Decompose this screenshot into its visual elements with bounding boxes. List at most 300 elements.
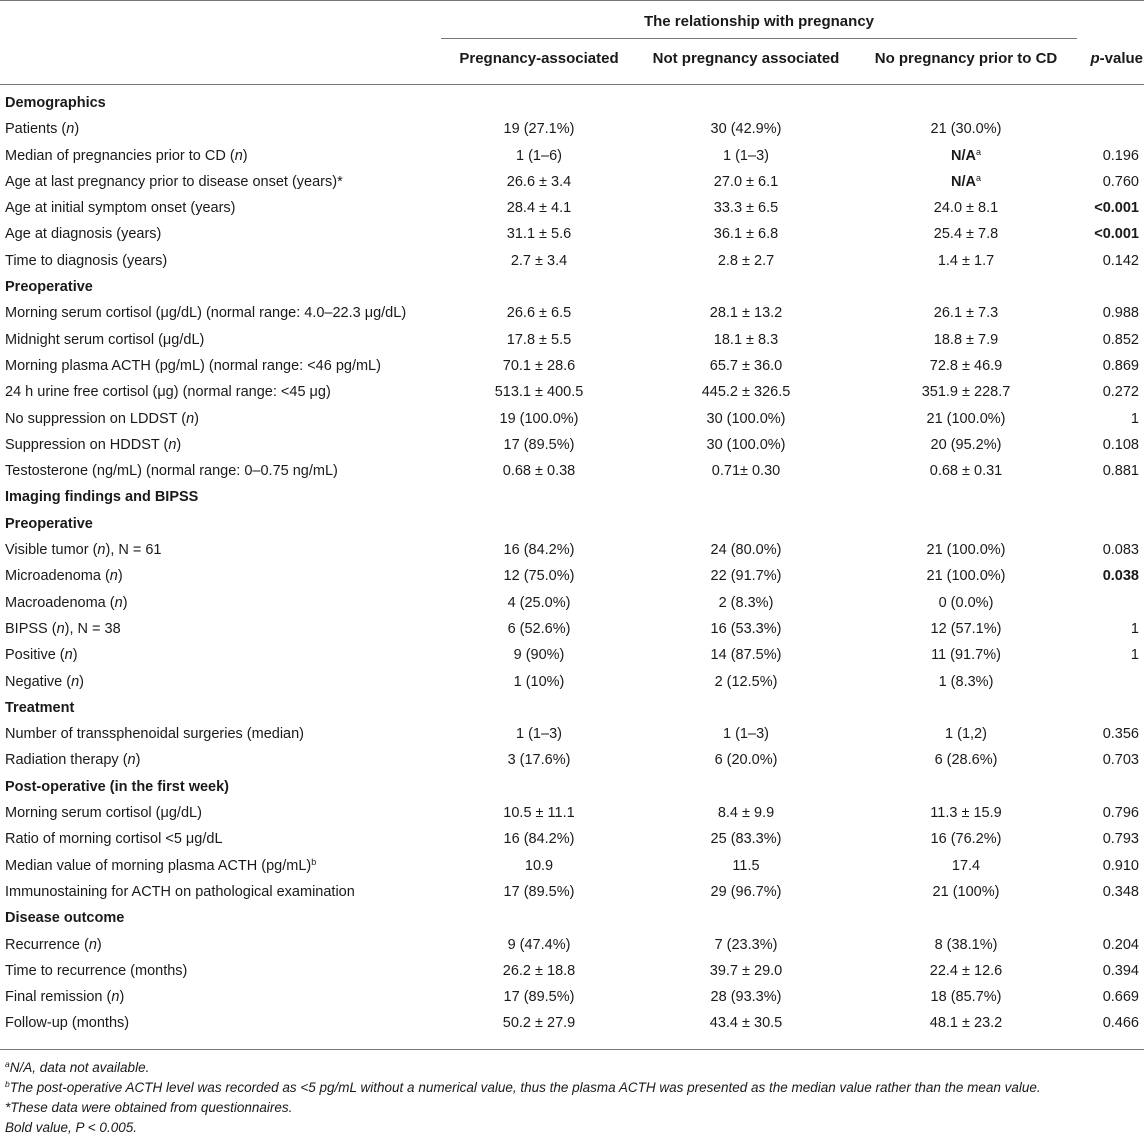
value-not-pregnancy-associated: [637, 721, 855, 747]
cell-text: 21 (100.0%): [926, 410, 1006, 427]
value-pregnancy-associated: [441, 300, 637, 326]
section-label: Disease outcome: [5, 910, 125, 927]
value-not-pregnancy-associated: [637, 563, 855, 589]
row-label-text: Age at initial symptom onset (years): [5, 200, 236, 217]
cell-text: 18.1 ± 8.3: [713, 331, 779, 348]
row-label: Patients (n): [5, 121, 80, 138]
cell-text: 39.7 ± 29.0: [709, 962, 783, 979]
row-label-text: Testosterone (ng/mL) (normal range: 0–0.75 ng/mL): [5, 463, 338, 480]
cell-text: 19 (27.1%): [503, 121, 575, 138]
cell-text: 19 (100.0%): [499, 410, 579, 427]
column-header-not-pregnancy-associated: Not pregnancy associated: [652, 50, 840, 67]
row-label: [5, 327, 204, 353]
cell-text: 26.6 ± 6.5: [506, 305, 572, 322]
cell-text: 10.9: [524, 857, 554, 874]
table-row: [0, 327, 1147, 353]
value-not-pregnancy-associated: [637, 353, 855, 379]
cell-text: 26.2 ± 18.8: [502, 962, 576, 979]
cell-text: 9 (90%): [513, 647, 565, 664]
row-label-italic: n: [66, 121, 75, 138]
value-no-pregnancy: [855, 669, 1077, 695]
row-label-tail: ): [194, 410, 199, 427]
cell-text: 17 (89.5%): [503, 436, 575, 453]
row-label-italic: n: [64, 647, 73, 664]
value-pregnancy-associated: [441, 932, 637, 958]
value-p: <0.001: [1094, 200, 1139, 217]
cell-text: 0.68 ± 0.38: [502, 463, 576, 480]
section-heading: [0, 274, 1147, 300]
row-label: Microadenoma (n): [5, 568, 123, 585]
row-label: [5, 458, 338, 484]
table-row: [0, 853, 1147, 879]
value-pregnancy-associated: [441, 1010, 637, 1036]
cell-text: 0.68 ± 0.31: [929, 463, 1003, 480]
value-no-pregnancy: [855, 353, 1077, 379]
p-value-italic: p: [1090, 50, 1100, 67]
section-label: Preoperative: [5, 279, 93, 296]
row-label-text: Time to recurrence (months): [5, 962, 188, 979]
row-label: [5, 221, 161, 247]
value-not-pregnancy-associated: [637, 458, 855, 484]
value-not-pregnancy-associated: [637, 143, 855, 169]
row-label-text: Immunostaining for ACTH on pathological examination: [5, 883, 355, 900]
value-no-pregnancy: [855, 853, 1077, 879]
value-no-pregnancy: [855, 590, 1077, 616]
row-label-italic: n: [71, 673, 80, 690]
row-label-tail: ): [242, 147, 248, 164]
value-pregnancy-associated: [441, 721, 637, 747]
value-pregnancy-associated: [441, 879, 637, 905]
value-no-pregnancy: [855, 221, 1077, 247]
value-not-pregnancy-associated: [637, 195, 855, 221]
value-not-pregnancy-associated: [637, 669, 855, 695]
footnote-marker: b: [5, 1079, 10, 1089]
row-label: [5, 300, 406, 326]
cell-text: 28.1 ± 13.2: [709, 305, 783, 322]
group-header: The relationship with pregnancy: [643, 13, 875, 30]
value-no-pregnancy: [855, 826, 1077, 852]
value-not-pregnancy-associated: [637, 853, 855, 879]
row-label-italic: n: [234, 147, 243, 164]
value-not-pregnancy-associated: [637, 169, 855, 195]
value-pregnancy-associated: [441, 379, 637, 405]
row-label: [5, 721, 304, 747]
table-row: [0, 747, 1147, 773]
value-not-pregnancy-associated: [637, 432, 855, 458]
table-row: [0, 721, 1147, 747]
cell-text: 26.6 ± 3.4: [506, 173, 572, 190]
row-label-italic: n: [56, 620, 65, 637]
row-label-italic: n: [127, 752, 136, 769]
table-row: [0, 353, 1147, 379]
header-rule: [0, 84, 1144, 85]
table-row: [0, 826, 1147, 852]
value-not-pregnancy-associated: [637, 300, 855, 326]
value-p: 0.466: [1102, 1015, 1139, 1032]
value-not-pregnancy-associated: [637, 590, 855, 616]
cell-text: 9 (47.4%): [507, 936, 571, 953]
table-row: [0, 116, 1147, 142]
value-pregnancy-associated: [441, 590, 637, 616]
cell-text: 16 (76.2%): [930, 831, 1002, 848]
value-p: 1: [1130, 410, 1139, 427]
cell-text: 21 (100%): [932, 883, 1000, 900]
cell-text: 21 (30.0%): [930, 121, 1002, 138]
table-row: [0, 590, 1147, 616]
row-label-text: Morning serum cortisol (μg/dL): [5, 805, 202, 822]
row-label: [5, 195, 235, 221]
column-header-no-pregnancy: No pregnancy prior to CD: [874, 50, 1058, 67]
value-no-pregnancy: [855, 958, 1077, 984]
footnote: [5, 1098, 1135, 1118]
value-pregnancy-associated: [441, 432, 637, 458]
value-pregnancy-associated: [441, 221, 637, 247]
cell-text: 31.1 ± 5.6: [506, 226, 572, 243]
table-body: [0, 90, 1147, 1037]
cell-text: 1.4 ± 1.7: [937, 252, 995, 269]
row-label-text: Radiation therapy: [5, 752, 119, 769]
row-label: Visible tumor (n), N = 61: [5, 542, 162, 559]
value-not-pregnancy-associated: [637, 879, 855, 905]
cell-text: 30 (100.0%): [706, 410, 786, 427]
cell-text: 36.1 ± 6.8: [713, 226, 779, 243]
row-label-text: Suppression on HDDST: [5, 436, 160, 453]
value-not-pregnancy-associated: [637, 826, 855, 852]
value-p: 0.204: [1102, 936, 1139, 953]
group-header-rule: [441, 38, 1077, 39]
row-label-tail: ): [117, 568, 123, 585]
row-label: [5, 353, 381, 379]
cell-text: 14 (87.5%): [710, 647, 782, 664]
value-pregnancy-associated: [441, 800, 637, 826]
cell-text: 445.2 ± 326.5: [701, 384, 791, 401]
cell-text: 2.7 ± 3.4: [510, 252, 568, 269]
row-label-text: 24 h urine free cortisol (μg) (normal range: <45 μg): [5, 384, 331, 401]
cell-text: 65.7 ± 36.0: [709, 357, 783, 374]
footnote-marker: b: [311, 856, 317, 867]
value-pregnancy-associated: [441, 116, 637, 142]
row-label-text: Ratio of morning cortisol <5 μg/dL: [5, 831, 223, 848]
value-pregnancy-associated: [441, 537, 637, 563]
value-p: 0.910: [1102, 857, 1139, 874]
value-p: 0.669: [1102, 989, 1139, 1006]
cell-text: 24 (80.0%): [710, 542, 782, 559]
row-label-italic: n: [114, 594, 123, 611]
value-pregnancy-associated: [441, 958, 637, 984]
value-not-pregnancy-associated: [637, 616, 855, 642]
row-label-tail: ): [79, 673, 85, 690]
section-label: Treatment: [5, 699, 75, 716]
row-label: BIPSS (n), N = 38: [5, 620, 121, 637]
cell-text: 28 (93.3%): [710, 989, 782, 1006]
value-p: 0.038: [1102, 568, 1139, 585]
cell-text: 16 (84.2%): [503, 542, 575, 559]
cell-text: 1 (1–3): [723, 726, 769, 743]
cell-text: 4 (25.0%): [507, 594, 571, 611]
cell-text: 6 (28.6%): [934, 752, 998, 769]
cell-text: 29 (96.7%): [710, 883, 782, 900]
table-row: [0, 406, 1147, 432]
value-no-pregnancy: [855, 143, 1077, 169]
cell-text: 1 (1–3): [723, 147, 769, 164]
value-p: 0.142: [1102, 252, 1139, 269]
value-p: 0.869: [1102, 357, 1139, 374]
value-pregnancy-associated: [441, 853, 637, 879]
value-no-pregnancy: [855, 563, 1077, 589]
value-not-pregnancy-associated: [637, 958, 855, 984]
row-label-tail: ): [135, 752, 141, 769]
value-no-pregnancy: [855, 932, 1077, 958]
row-label-text: Microadenoma: [5, 568, 101, 585]
value-p: 0.760: [1102, 173, 1139, 190]
row-label: Median of pregnancies prior to CD (n): [5, 147, 248, 164]
value-no-pregnancy: [855, 721, 1077, 747]
row-label-text: Morning serum cortisol (μg/dL) (normal range: 4.0–22.3 μg/dL): [5, 305, 407, 322]
section-heading: [0, 511, 1147, 537]
cell-text: 50.2 ± 27.9: [502, 1015, 576, 1032]
row-label: [5, 958, 187, 984]
row-label: Final remission (n): [5, 989, 125, 1006]
value-p: 0.793: [1102, 831, 1139, 848]
row-label-text: Final remission: [5, 989, 103, 1006]
table-row: [0, 642, 1147, 668]
cell-text: 24.0 ± 8.1: [933, 200, 999, 217]
value-pregnancy-associated: [441, 143, 637, 169]
row-label: [5, 1010, 129, 1036]
value-no-pregnancy: [855, 747, 1077, 773]
value-not-pregnancy-associated: [637, 642, 855, 668]
table-row: [0, 669, 1147, 695]
row-label-text: Median value of morning plasma ACTH (pg/mL): [5, 857, 312, 874]
cell-text: 25 (83.3%): [710, 831, 782, 848]
row-label: Negative (n): [5, 673, 85, 690]
column-header-p-value: [1090, 48, 1143, 70]
cell-text: 11.3 ± 15.9: [930, 805, 1002, 822]
row-label: [5, 379, 331, 405]
value-no-pregnancy: [855, 195, 1077, 221]
value-pregnancy-associated: [441, 563, 637, 589]
cell-text: 11.5: [732, 857, 760, 874]
section-label: Demographics: [5, 95, 106, 111]
cell-text: 2 (8.3%): [718, 594, 774, 611]
cell-text: 17 (89.5%): [503, 883, 575, 900]
cell-text: 21 (100.0%): [926, 542, 1006, 559]
value-p: 0.108: [1102, 436, 1139, 453]
value-not-pregnancy-associated: [637, 116, 855, 142]
row-label-italic: n: [97, 542, 106, 559]
row-label: Radiation therapy (n): [5, 752, 141, 769]
top-rule: [0, 0, 1144, 1]
value-p: 1: [1130, 620, 1139, 637]
row-label: Positive (n): [5, 647, 78, 664]
section-heading: [0, 695, 1147, 721]
cell-text: 351.9 ± 228.7: [921, 384, 1011, 401]
footnote-text: *These data were obtained from questionnaires.: [5, 1100, 293, 1115]
row-label-tail: ), N = 38: [64, 620, 121, 637]
cell-text: 6 (52.6%): [507, 620, 571, 637]
cell-text: 7 (23.3%): [714, 936, 778, 953]
row-label: No suppression on LDDST (n): [5, 410, 199, 427]
row-label-italic: n: [88, 936, 97, 953]
cell-text: 25.4 ± 7.8: [933, 226, 999, 243]
value-not-pregnancy-associated: [637, 221, 855, 247]
value-p: 0.083: [1102, 542, 1139, 559]
row-label-text: Morning plasma ACTH (pg/mL) (normal range: <46 pg/mL): [5, 357, 381, 374]
value-no-pregnancy: [855, 458, 1077, 484]
value-pregnancy-associated: [441, 826, 637, 852]
value-p: 0.988: [1102, 305, 1139, 322]
row-label-italic: n: [186, 410, 195, 427]
value-pregnancy-associated: [441, 406, 637, 432]
value-pregnancy-associated: [441, 747, 637, 773]
row-label-text: Time to diagnosis (years): [5, 252, 168, 269]
footnote-marker: a: [975, 146, 981, 157]
row-label-text: Negative: [5, 673, 63, 690]
footnote-text: Bold value, P < 0.005.: [5, 1120, 137, 1135]
row-label: [5, 879, 355, 905]
row-label-tail: ), N = 61: [105, 542, 162, 559]
value-p: 0.394: [1102, 962, 1139, 979]
cell-text: 1 (10%): [513, 673, 565, 690]
row-label: Recurrence (n): [5, 936, 102, 953]
table-row: [0, 616, 1147, 642]
cell-text: 70.1 ± 28.6: [502, 357, 576, 374]
value-p: 0.356: [1102, 726, 1139, 743]
cell-text: 8 (38.1%): [934, 936, 998, 953]
cell-text: 2 (12.5%): [714, 673, 778, 690]
cell-text: 1 (1–6): [516, 147, 562, 164]
row-label-text: No suppression on LDDST: [5, 410, 178, 427]
value-not-pregnancy-associated: [637, 537, 855, 563]
table-row: [0, 458, 1147, 484]
cell-text: 30 (100.0%): [706, 436, 786, 453]
row-label: [5, 169, 343, 195]
cell-text: 513.1 ± 400.5: [494, 384, 584, 401]
value-not-pregnancy-associated: [637, 932, 855, 958]
value-p: 0.796: [1102, 805, 1139, 822]
value-pregnancy-associated: [441, 353, 637, 379]
cell-text: 10.5 ± 11.1: [503, 805, 575, 822]
footnote: [5, 1078, 1135, 1098]
row-label-text: Median of pregnancies prior to CD: [5, 147, 226, 164]
value-no-pregnancy: [855, 406, 1077, 432]
row-label-tail: ): [119, 989, 125, 1006]
cell-text: 17.8 ± 5.5: [506, 331, 572, 348]
row-label-text: Midnight serum cortisol (μg/dL): [5, 331, 205, 348]
column-header-pregnancy-associated: Pregnancy-associated: [459, 50, 619, 67]
row-label-italic: n: [168, 436, 177, 453]
value-not-pregnancy-associated: [637, 800, 855, 826]
value-not-pregnancy-associated: [637, 327, 855, 353]
row-label-tail: ): [96, 936, 102, 953]
value-pregnancy-associated: [441, 195, 637, 221]
cell-text: 33.3 ± 6.5: [713, 200, 779, 217]
value-not-pregnancy-associated: [637, 1010, 855, 1036]
value-not-pregnancy-associated: [637, 747, 855, 773]
row-label-tail: ): [176, 436, 182, 453]
value-pregnancy-associated: [441, 642, 637, 668]
table-row: [0, 300, 1147, 326]
table-row: [0, 879, 1147, 905]
cell-text: 3 (17.6%): [507, 752, 571, 769]
table-row: [0, 958, 1147, 984]
value-no-pregnancy: [855, 248, 1077, 274]
footnotes: [5, 1058, 1135, 1138]
table-row: [0, 248, 1147, 274]
footnote-text: N/A, data not available.: [9, 1060, 150, 1075]
value-pregnancy-associated: [441, 169, 637, 195]
table-row: [0, 143, 1147, 169]
table-row: [0, 537, 1147, 563]
cell-text: 16 (53.3%): [710, 620, 782, 637]
cell-text: 18 (85.7%): [930, 989, 1002, 1006]
value-pregnancy-associated: [441, 327, 637, 353]
value-not-pregnancy-associated: [637, 406, 855, 432]
value-no-pregnancy: [855, 327, 1077, 353]
table-row: [0, 1010, 1147, 1036]
section-label: Imaging findings and BIPSS: [5, 489, 199, 506]
value-p: 0.703: [1102, 752, 1139, 769]
cell-text: 72.8 ± 46.9: [929, 357, 1003, 374]
row-label-text: Visible tumor: [5, 542, 89, 559]
cell-text: 1 (1–3): [516, 726, 562, 743]
cell-text: 20 (95.2%): [930, 436, 1002, 453]
cell-text: 22.4 ± 12.6: [929, 962, 1003, 979]
row-label: Macroadenoma (n): [5, 594, 128, 611]
cell-text: 6 (20.0%): [714, 752, 778, 769]
section-label: Post-operative (in the first week): [5, 778, 229, 795]
row-label-text: Patients: [5, 121, 58, 138]
row-label: Suppression on HDDST (n): [5, 436, 182, 453]
cell-text: 28.4 ± 4.1: [506, 200, 572, 217]
cell-text: 26.1 ± 7.3: [933, 305, 999, 322]
cell-text: 8.4 ± 9.9: [717, 805, 775, 822]
cell-text: 43.4 ± 30.5: [709, 1015, 783, 1032]
row-label-text: Age at diagnosis (years): [5, 226, 162, 243]
footnote-marker: a: [975, 172, 981, 183]
row-label: [5, 800, 202, 826]
section-label: Preoperative: [5, 515, 93, 532]
table-row: [0, 169, 1147, 195]
value-no-pregnancy: [855, 432, 1077, 458]
section-heading: [0, 905, 1147, 931]
value-no-pregnancy: [855, 642, 1077, 668]
table-row: [0, 984, 1147, 1010]
value-pregnancy-associated: [441, 984, 637, 1010]
row-label-italic: n: [111, 989, 120, 1006]
value-pregnancy-associated: [441, 669, 637, 695]
value-no-pregnancy: [855, 379, 1077, 405]
cell-text: 1 (8.3%): [938, 673, 994, 690]
footnote: [5, 1118, 1135, 1138]
cell-text: 12 (57.1%): [930, 620, 1002, 637]
cell-text: 30 (42.9%): [710, 121, 782, 138]
value-no-pregnancy: [855, 616, 1077, 642]
row-label: [5, 248, 167, 274]
cell-text: N/A: [951, 173, 976, 190]
value-not-pregnancy-associated: [637, 379, 855, 405]
cell-text: 48.1 ± 23.2: [929, 1015, 1003, 1032]
table-row: [0, 379, 1147, 405]
value-not-pregnancy-associated: [637, 984, 855, 1010]
row-label-italic: n: [109, 568, 118, 585]
cell-text: 17.4: [951, 857, 981, 874]
row-label-text: BIPSS: [5, 620, 48, 637]
row-label: [5, 853, 316, 879]
table-row: [0, 563, 1147, 589]
value-pregnancy-associated: [441, 248, 637, 274]
section-heading: [0, 774, 1147, 800]
